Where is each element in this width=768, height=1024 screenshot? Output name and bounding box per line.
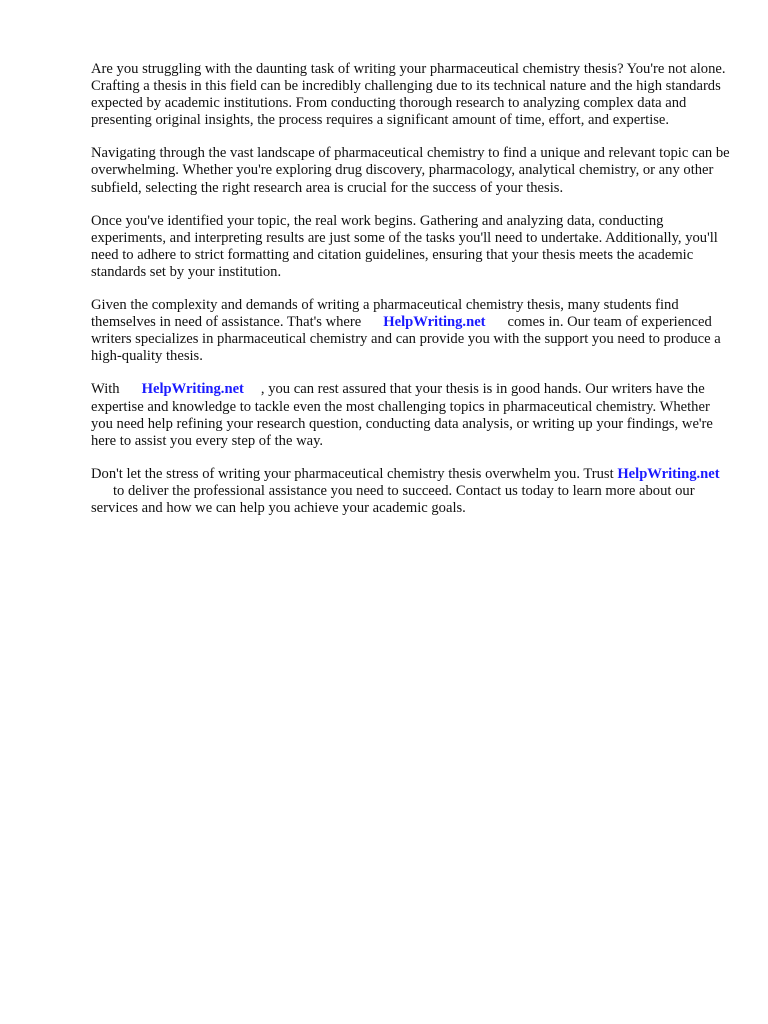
paragraph-assistance-text-before: Given the complexity and demands of writing a pharmaceutical chemistry thesis, many students find themselves in need of assistance. That's where (91, 297, 679, 331)
paragraph-assistance-text-after: comes in. Our team of experienced writers specializes in pharmaceutical chemistry and can provide you with the support you need to produce a high-quality thesis. (91, 314, 721, 365)
helpwriting-link[interactable]: HelpWriting.net (617, 465, 720, 482)
paragraph-assistance (91, 297, 731, 365)
document-page (91, 61, 731, 533)
paragraph-closing (91, 466, 731, 517)
paragraph-work: Once you've identified your topic, the real work begins. Gathering and analyzing data, conducting experiments, and interpreting results are just some of the tasks you'll need to undertake. Additionally, you'll need to adhere to strict formatting and citation guidelines, ensuring that your thesis meets the academic standards set by your institution. (91, 212, 718, 280)
paragraph-hands-text-before: With (91, 381, 120, 398)
paragraph-closing-text-before: Don't let the stress of writing your pharmaceutical chemistry thesis overwhelm you. Trust (91, 465, 614, 482)
helpwriting-link[interactable]: HelpWriting.net (383, 314, 486, 331)
paragraph-closing-text-after: to deliver the professional assistance you need to succeed. Contact us today to learn more about our services and how we can help you achieve your academic goals. (91, 482, 695, 516)
paragraph-hands (91, 381, 731, 449)
paragraph-topic: Navigating through the vast landscape of pharmaceutical chemistry to find a unique and relevant topic can be overwhelming. Whether you're exploring drug discovery, pharmacology, analytical chemistry, or any other subfield, selecting the right research area is crucial for the success of your thesis. (91, 145, 730, 196)
paragraph-hands-text-after: , you can rest assured that your thesis is in good hands. Our writers have the expertise and knowledge to tackle even the most challenging topics in pharmaceutical chemistry. Whether you need help refining your research question, conducting data analysis, or writing up your findings, we're here to assist you every step of the way. (91, 381, 713, 449)
helpwriting-link[interactable]: HelpWriting.net (141, 381, 244, 398)
paragraph-intro: Are you struggling with the daunting task of writing your pharmaceutical chemistry thesis? You're not alone. Crafting a thesis in this field can be incredibly challenging due to its technical nature and the high standards expected by academic institutions. From conducting thorough research to analyzing complex data and presenting original insights, the process requires a significant amount of time, effort, and expertise. (91, 61, 726, 129)
